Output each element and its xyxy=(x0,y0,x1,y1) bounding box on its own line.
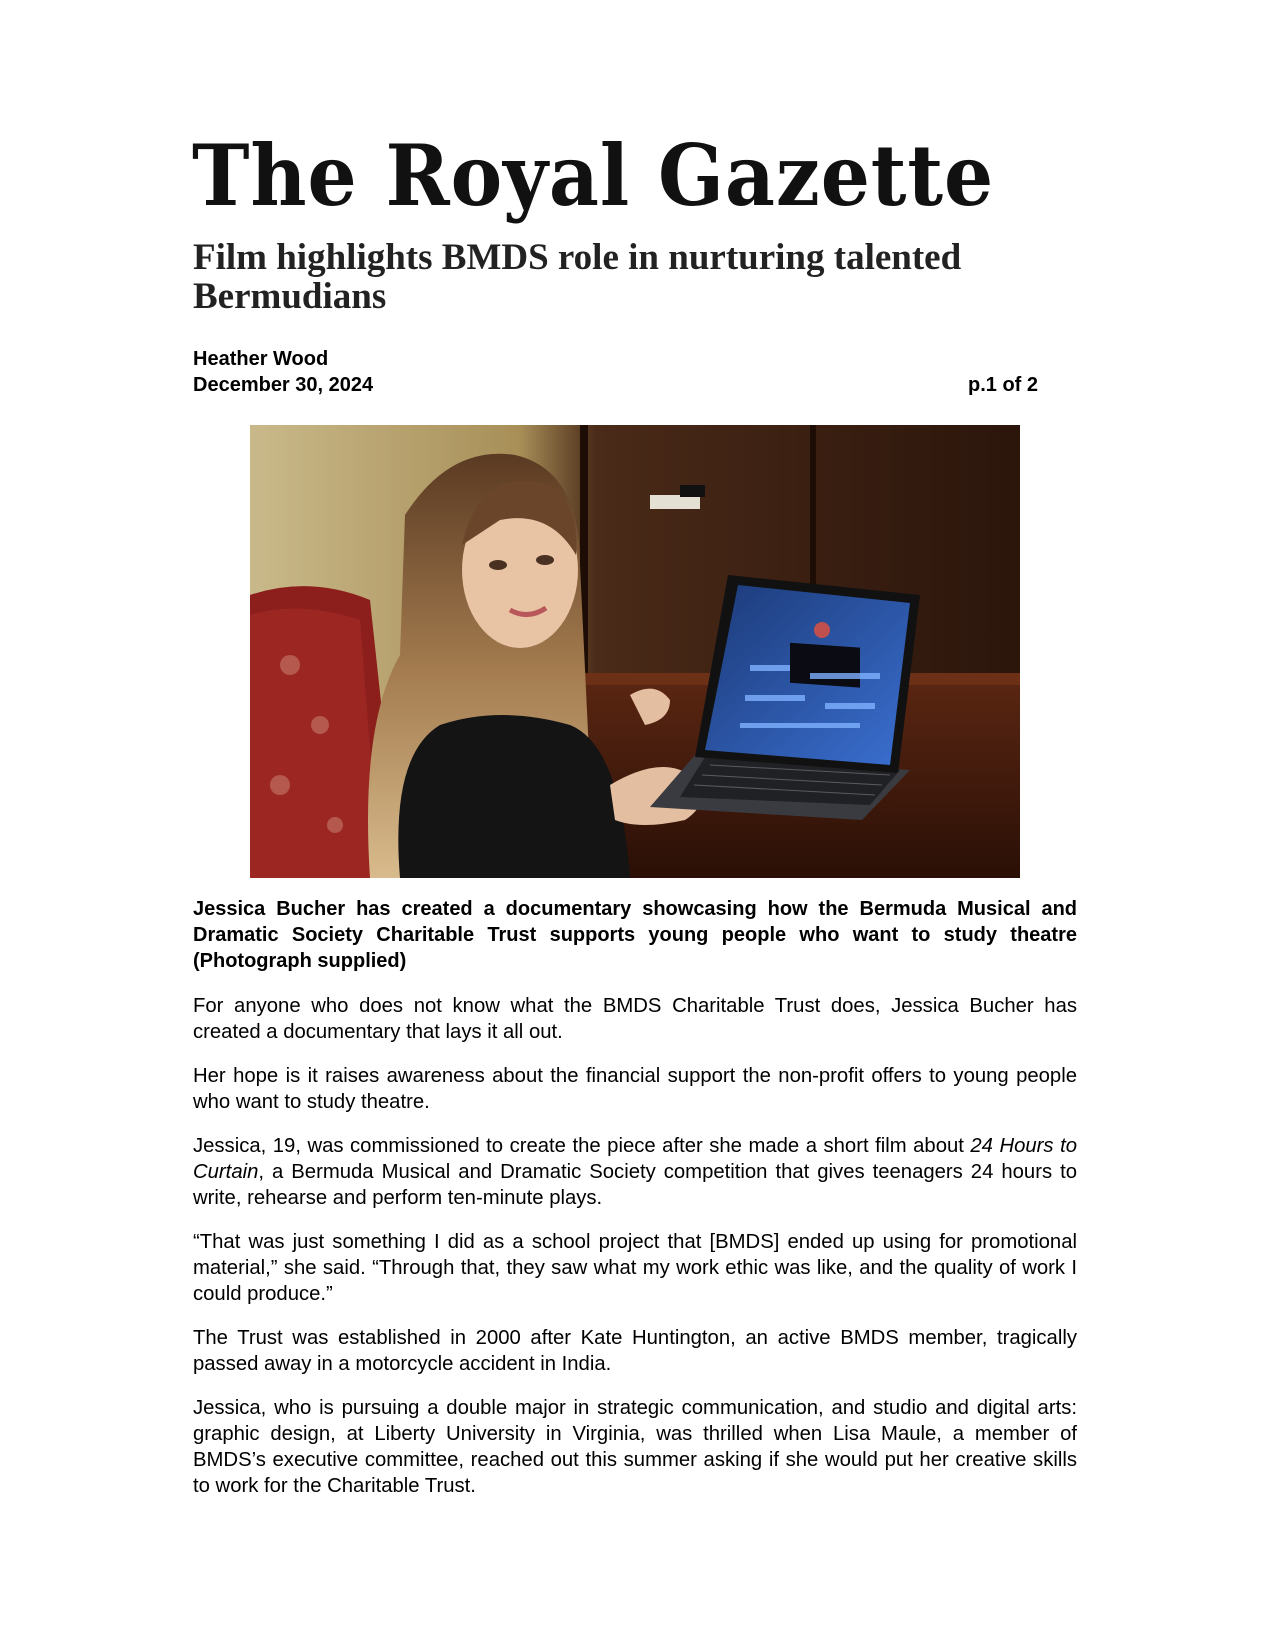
film-title: 24 Hours to Curtain xyxy=(193,1135,1077,1183)
paragraph: Jessica, who is pursuing a double major in strategic communication, and studio and digital arts: graphic design, at Liberty University in Virginia, was thrilled when Lisa Maule, a member of BMDS’s executive committee, reached out this summer asking if she would put her creative skills to work for the Charitable Trust. xyxy=(193,1397,1077,1497)
article-headline: Film highlights BMDS role in nurturing talented Bermudians xyxy=(193,237,962,317)
article-body xyxy=(193,993,1077,1517)
paragraph: The Trust was established in 2000 after Kate Huntington, an active BMDS member, tragically passed away in a motorcycle accident in India. xyxy=(193,1327,1077,1375)
paragraph: For anyone who does not know what the BMDS Charitable Trust does, Jessica Bucher has created a documentary that lays it all out. xyxy=(193,995,1077,1043)
photo-caption: Jessica Bucher has created a documentary showcasing how the Bermuda Musical and Dramatic Society Charitable Trust supports young people who want to study theatre (Photograph supplied) xyxy=(193,898,1077,972)
paragraph-text: , a Bermuda Musical and Dramatic Society competition that gives teenagers 24 hours to write, rehearse and perform ten-minute plays. xyxy=(193,1161,1077,1209)
paragraph xyxy=(193,1133,1077,1211)
byline xyxy=(193,346,373,398)
paragraph: “That was just something I did as a school project that [BMDS] ended up using for promotional material,” she said. “Through that, they saw what my work ethic was like, and the quality of work I could produce.” xyxy=(193,1231,1077,1305)
publish-date: December 30, 2024 xyxy=(193,374,374,396)
author-name: Heather Wood xyxy=(193,348,329,370)
article-photo xyxy=(250,425,1020,878)
masthead-logo: The Royal Gazette xyxy=(192,126,995,225)
paragraph: Her hope is it raises awareness about the financial support the non-profit offers to young people who want to study theatre. xyxy=(193,1065,1077,1113)
paragraph-text: Jessica, 19, was commissioned to create the piece after she made a short film about xyxy=(193,1135,971,1157)
page-indicator: p.1 of 2 xyxy=(968,374,1039,396)
